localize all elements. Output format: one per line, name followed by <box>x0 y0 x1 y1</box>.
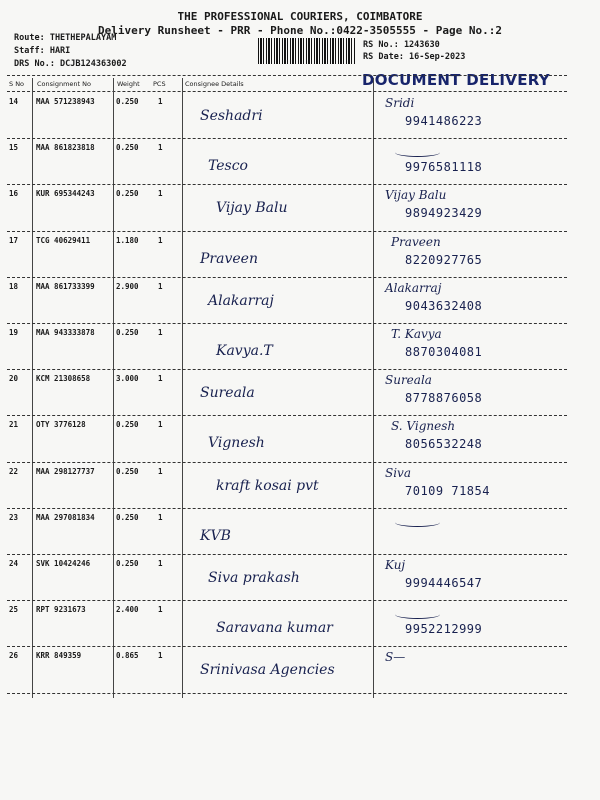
receiver-phone: 8870304081 <box>405 345 483 359</box>
table-row <box>0 510 600 550</box>
row-rule <box>7 462 567 463</box>
row-weight: 0.250 <box>116 97 139 106</box>
row-sno: 14 <box>9 97 19 106</box>
col-pcs: PCS <box>153 80 166 88</box>
table-row <box>0 556 600 596</box>
row-pcs: 1 <box>158 651 163 661</box>
receiver-signature: Sridi <box>385 96 415 110</box>
consignee-name-handwritten: Saravana kumar <box>216 620 333 637</box>
row-consignment-no: MAA 571238943 <box>36 97 95 106</box>
col-sno: S No <box>9 80 25 88</box>
rs-number: RS No.: 1243630 <box>363 40 440 50</box>
staff-label: Staff: HARI <box>14 46 71 56</box>
row-pcs: 1 <box>158 512 163 522</box>
row-rule <box>7 231 567 232</box>
row-consignment-no: TCG 40629411 <box>36 235 91 245</box>
row-consignment-no: OTY 3776128 <box>36 420 86 430</box>
row-weight: 0.250 <box>116 512 139 522</box>
row-rule <box>7 693 567 694</box>
row-pcs: 1 <box>158 559 163 568</box>
row-rule <box>7 277 567 278</box>
receiver-phone: 9894923429 <box>405 206 483 221</box>
row-rule <box>7 369 567 370</box>
row-pcs: 1 <box>158 235 163 245</box>
row-pcs: 1 <box>158 374 163 384</box>
consignee-name-handwritten: Sureala <box>200 385 255 402</box>
row-sno: 16 <box>9 189 19 199</box>
row-pcs: 1 <box>158 143 163 153</box>
route-label: Route: THETHEPALAYAM <box>14 33 117 43</box>
row-rule <box>7 508 567 509</box>
row-sno: 17 <box>9 235 19 245</box>
row-weight: 0.250 <box>116 189 139 199</box>
document-delivery-stamp: DOCUMENT DELIVERY <box>362 71 550 89</box>
receiver-phone: 8778876058 <box>405 391 483 406</box>
receiver-phone: 9976581118 <box>405 160 483 175</box>
consignee-name-handwritten: KVB <box>200 527 231 544</box>
row-consignment-no: MAA 861733399 <box>36 281 95 291</box>
signature-scribble <box>395 148 440 157</box>
row-pcs: 1 <box>158 189 163 199</box>
receiver-signature: Praveen <box>391 234 441 249</box>
row-consignment-no: MAA 298127737 <box>36 466 95 476</box>
row-rule <box>7 138 567 139</box>
row-pcs: 1 <box>158 420 163 430</box>
row-consignment-no: KCM 21308658 <box>36 374 91 384</box>
receiver-signature: T. Kavya <box>391 327 442 341</box>
row-consignment-no: MAA 943333878 <box>36 328 95 337</box>
row-consignment-no: KRR 849359 <box>36 651 82 661</box>
row-rule <box>7 600 567 601</box>
row-rule <box>7 415 567 416</box>
row-sno: 15 <box>9 143 19 153</box>
consignee-name-handwritten: Vignesh <box>208 435 265 452</box>
row-sno: 26 <box>9 651 19 661</box>
receiver-signature: Kuj <box>385 558 406 572</box>
col-consignee: Consignee Details <box>185 80 244 88</box>
row-rule <box>7 646 567 647</box>
signature-scribble <box>395 518 440 527</box>
receiver-phone: 9941486223 <box>405 114 483 128</box>
consignee-name-handwritten: kraft kosai pvt <box>216 477 319 494</box>
row-weight: 2.400 <box>116 605 139 615</box>
receiver-signature: Vijay Balu <box>385 188 447 203</box>
row-consignment-no: MAA 861823818 <box>36 143 95 153</box>
table-row <box>0 602 600 642</box>
table-row <box>0 94 600 134</box>
row-weight: 0.250 <box>116 466 139 476</box>
table-row <box>0 648 600 688</box>
row-sno: 18 <box>9 281 19 291</box>
receiver-phone: 9043632408 <box>405 298 483 313</box>
signature-scribble <box>395 610 440 619</box>
table-row <box>0 417 600 457</box>
rs-date: RS Date: 16-Sep-2023 <box>363 52 466 62</box>
header-bottom-rule <box>7 91 567 92</box>
table-row <box>0 325 600 365</box>
row-sno: 20 <box>9 374 19 384</box>
consignee-name-handwritten: Kavya.T <box>216 343 273 359</box>
table-row <box>0 464 600 504</box>
row-weight: 1.180 <box>116 235 139 245</box>
table-row <box>0 233 600 273</box>
consignee-name-handwritten: Srinivasa Agencies <box>200 662 335 679</box>
row-weight: 0.865 <box>116 651 139 661</box>
row-pcs: 1 <box>158 97 163 106</box>
row-pcs: 1 <box>158 605 163 615</box>
runsheet-subtitle: Delivery Runsheet - PRR - Phone No.:0422-3505555 - Page No.:2 <box>98 24 502 37</box>
company-title: THE PROFESSIONAL COURIERS, COIMBATORE <box>177 10 423 23</box>
row-consignment-no: SVK 10424246 <box>36 559 91 568</box>
receiver-signature: Sureala <box>385 373 432 388</box>
row-sno: 21 <box>9 420 19 430</box>
consignee-name-handwritten: Siva prakash <box>208 570 300 586</box>
row-pcs: 1 <box>158 466 163 476</box>
consignee-name-handwritten: Alakarraj <box>208 292 274 309</box>
row-weight: 0.250 <box>116 559 139 568</box>
row-consignment-no: KUR 695344243 <box>36 189 95 199</box>
row-consignment-no: MAA 297081834 <box>36 512 95 522</box>
row-sno: 25 <box>9 605 19 615</box>
consignee-name-handwritten: Praveen <box>200 250 258 267</box>
table-row <box>0 186 600 226</box>
row-sno: 22 <box>9 466 19 476</box>
receiver-phone: 70109 71854 <box>405 483 490 498</box>
row-pcs: 1 <box>158 281 163 291</box>
receiver-signature: S— <box>385 650 406 665</box>
receiver-signature: S. Vignesh <box>391 419 456 434</box>
table-row <box>0 371 600 411</box>
table-row <box>0 140 600 180</box>
row-consignment-no: RPT 9231673 <box>36 605 86 615</box>
col-weight: Weight <box>117 80 140 88</box>
receiver-phone: 9994446547 <box>405 576 483 590</box>
row-pcs: 1 <box>158 328 163 337</box>
consignee-name-handwritten: Vijay Balu <box>216 200 288 217</box>
row-weight: 0.250 <box>116 143 139 153</box>
consignee-name-handwritten: Tesco <box>208 158 248 175</box>
row-rule <box>7 323 567 324</box>
receiver-phone: 9952212999 <box>405 622 483 637</box>
row-weight: 2.900 <box>116 281 139 291</box>
receiver-phone: 8056532248 <box>405 437 483 452</box>
drs-number: DRS No.: DCJB124363002 <box>14 59 127 69</box>
row-sno: 19 <box>9 328 19 337</box>
row-rule <box>7 554 567 555</box>
row-rule <box>7 184 567 185</box>
row-sno: 24 <box>9 559 19 568</box>
row-sno: 23 <box>9 512 19 522</box>
receiver-signature: Alakarraj <box>385 280 442 295</box>
table-row <box>0 279 600 319</box>
receiver-signature: Siva <box>385 465 411 480</box>
header-top-rule <box>7 75 567 76</box>
row-weight: 3.000 <box>116 374 139 384</box>
row-weight: 0.250 <box>116 420 139 430</box>
barcode <box>258 38 356 64</box>
receiver-phone: 8220927765 <box>405 252 483 267</box>
row-weight: 0.250 <box>116 328 139 337</box>
consignee-name-handwritten: Seshadri <box>200 108 263 124</box>
col-consignment: Consignment No <box>37 80 91 88</box>
